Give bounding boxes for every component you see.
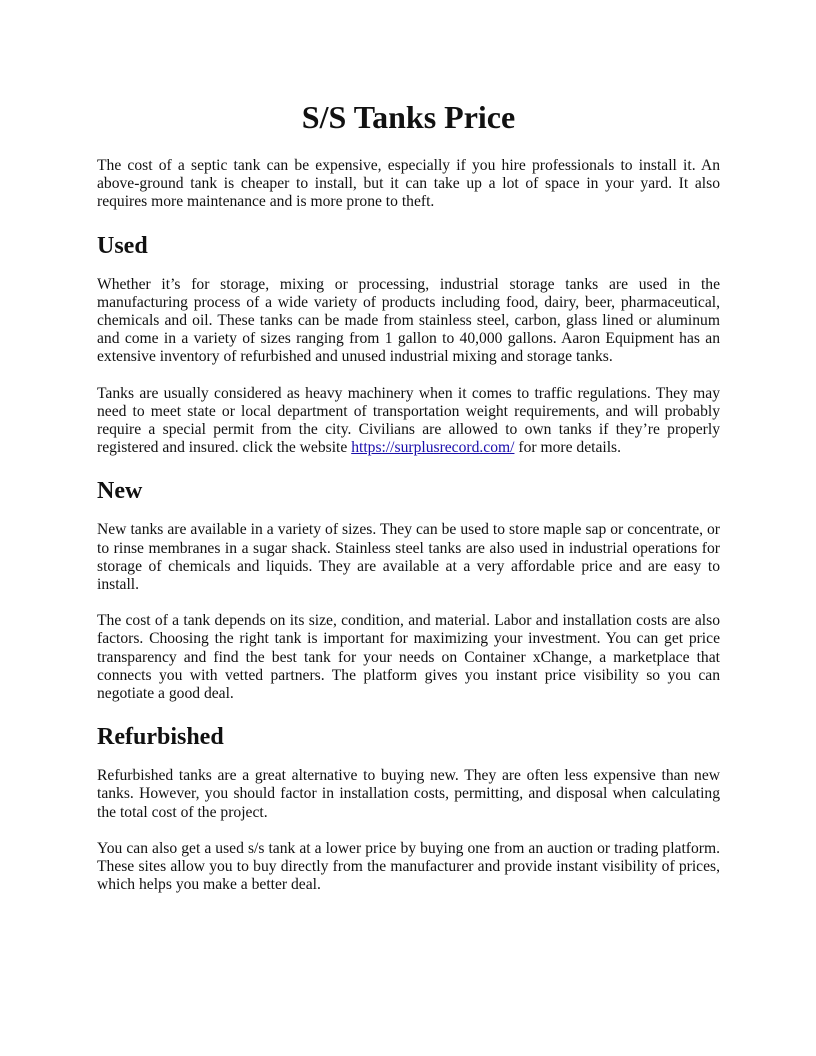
used-paragraph-2-suffix: for more details. [518, 439, 621, 457]
surplusrecord-link[interactable]: https://surplusrecord.com/ [351, 439, 515, 457]
new-paragraph-1: New tanks are available in a variety of sizes. They can be used to store maple sap or concentrate, or to rinse membranes in a sugar shack. Stainless steel tanks are also used in industrial operations for storage of chemicals and liquids. They are available at a very affordable price and are easy to install. [97, 521, 720, 594]
refurbished-paragraph-2: You can also get a used s/s tank at a lower price by buying one from an auction or trading platform. These sites allow you to buy directly from the manufacturer and provide instant visibility of prices, which helps you make a better deal. [97, 839, 720, 894]
refurbished-paragraph-1: Refurbished tanks are a great alternative to buying new. They are often less expensive than new tanks. However, you should factor in installation costs, permitting, and disposal when calculating the total cost of the project. [97, 767, 720, 821]
used-paragraph-1: Whether it’s for storage, mixing or processing, industrial storage tanks are used in the manufacturing process of a wide variety of products including food, dairy, beer, pharmaceutical, chemicals and oil. These tanks can be made from stainless steel, carbon, glass lined or aluminum and come in a variety of sizes ranging from 1 gallon to 40,000 gallons. Aaron Equipment has an extensive inventory of refurbished and unused industrial mixing and storage tanks. [97, 275, 720, 366]
intro-paragraph: The cost of a septic tank can be expensive, especially if you hire professionals to install it. An above-ground tank is cheaper to install, but it can take up a lot of space in your yard. It also requires more maintenance and is more prone to theft. [97, 157, 720, 211]
section-heading-used: Used [97, 232, 148, 259]
page-title: S/S Tanks Price [301, 99, 516, 135]
section-heading-refurbished: Refurbished [97, 724, 224, 751]
new-paragraph-2: The cost of a tank depends on its size, condition, and material. Labor and installation costs are also factors. Choosing the right tank is important for maximizing your investment. You can get price transparency and find the best tank for your needs on Container xChange, a marketplace that connects you with vetted partners. The platform gives you instant price visibility so you can negotiate a good deal. [97, 612, 720, 703]
used-paragraph-2 [97, 385, 720, 458]
used-paragraph-2-text: Tanks are usually considered as heavy machinery when it comes to traffic regulations. They may need to meet state or local department of transportation weight requirements, and will probably require a special permit from the city. Civilians are allowed to own tanks if they’re properly registered and insured. click the website [97, 384, 720, 457]
section-heading-new: New [97, 478, 143, 505]
